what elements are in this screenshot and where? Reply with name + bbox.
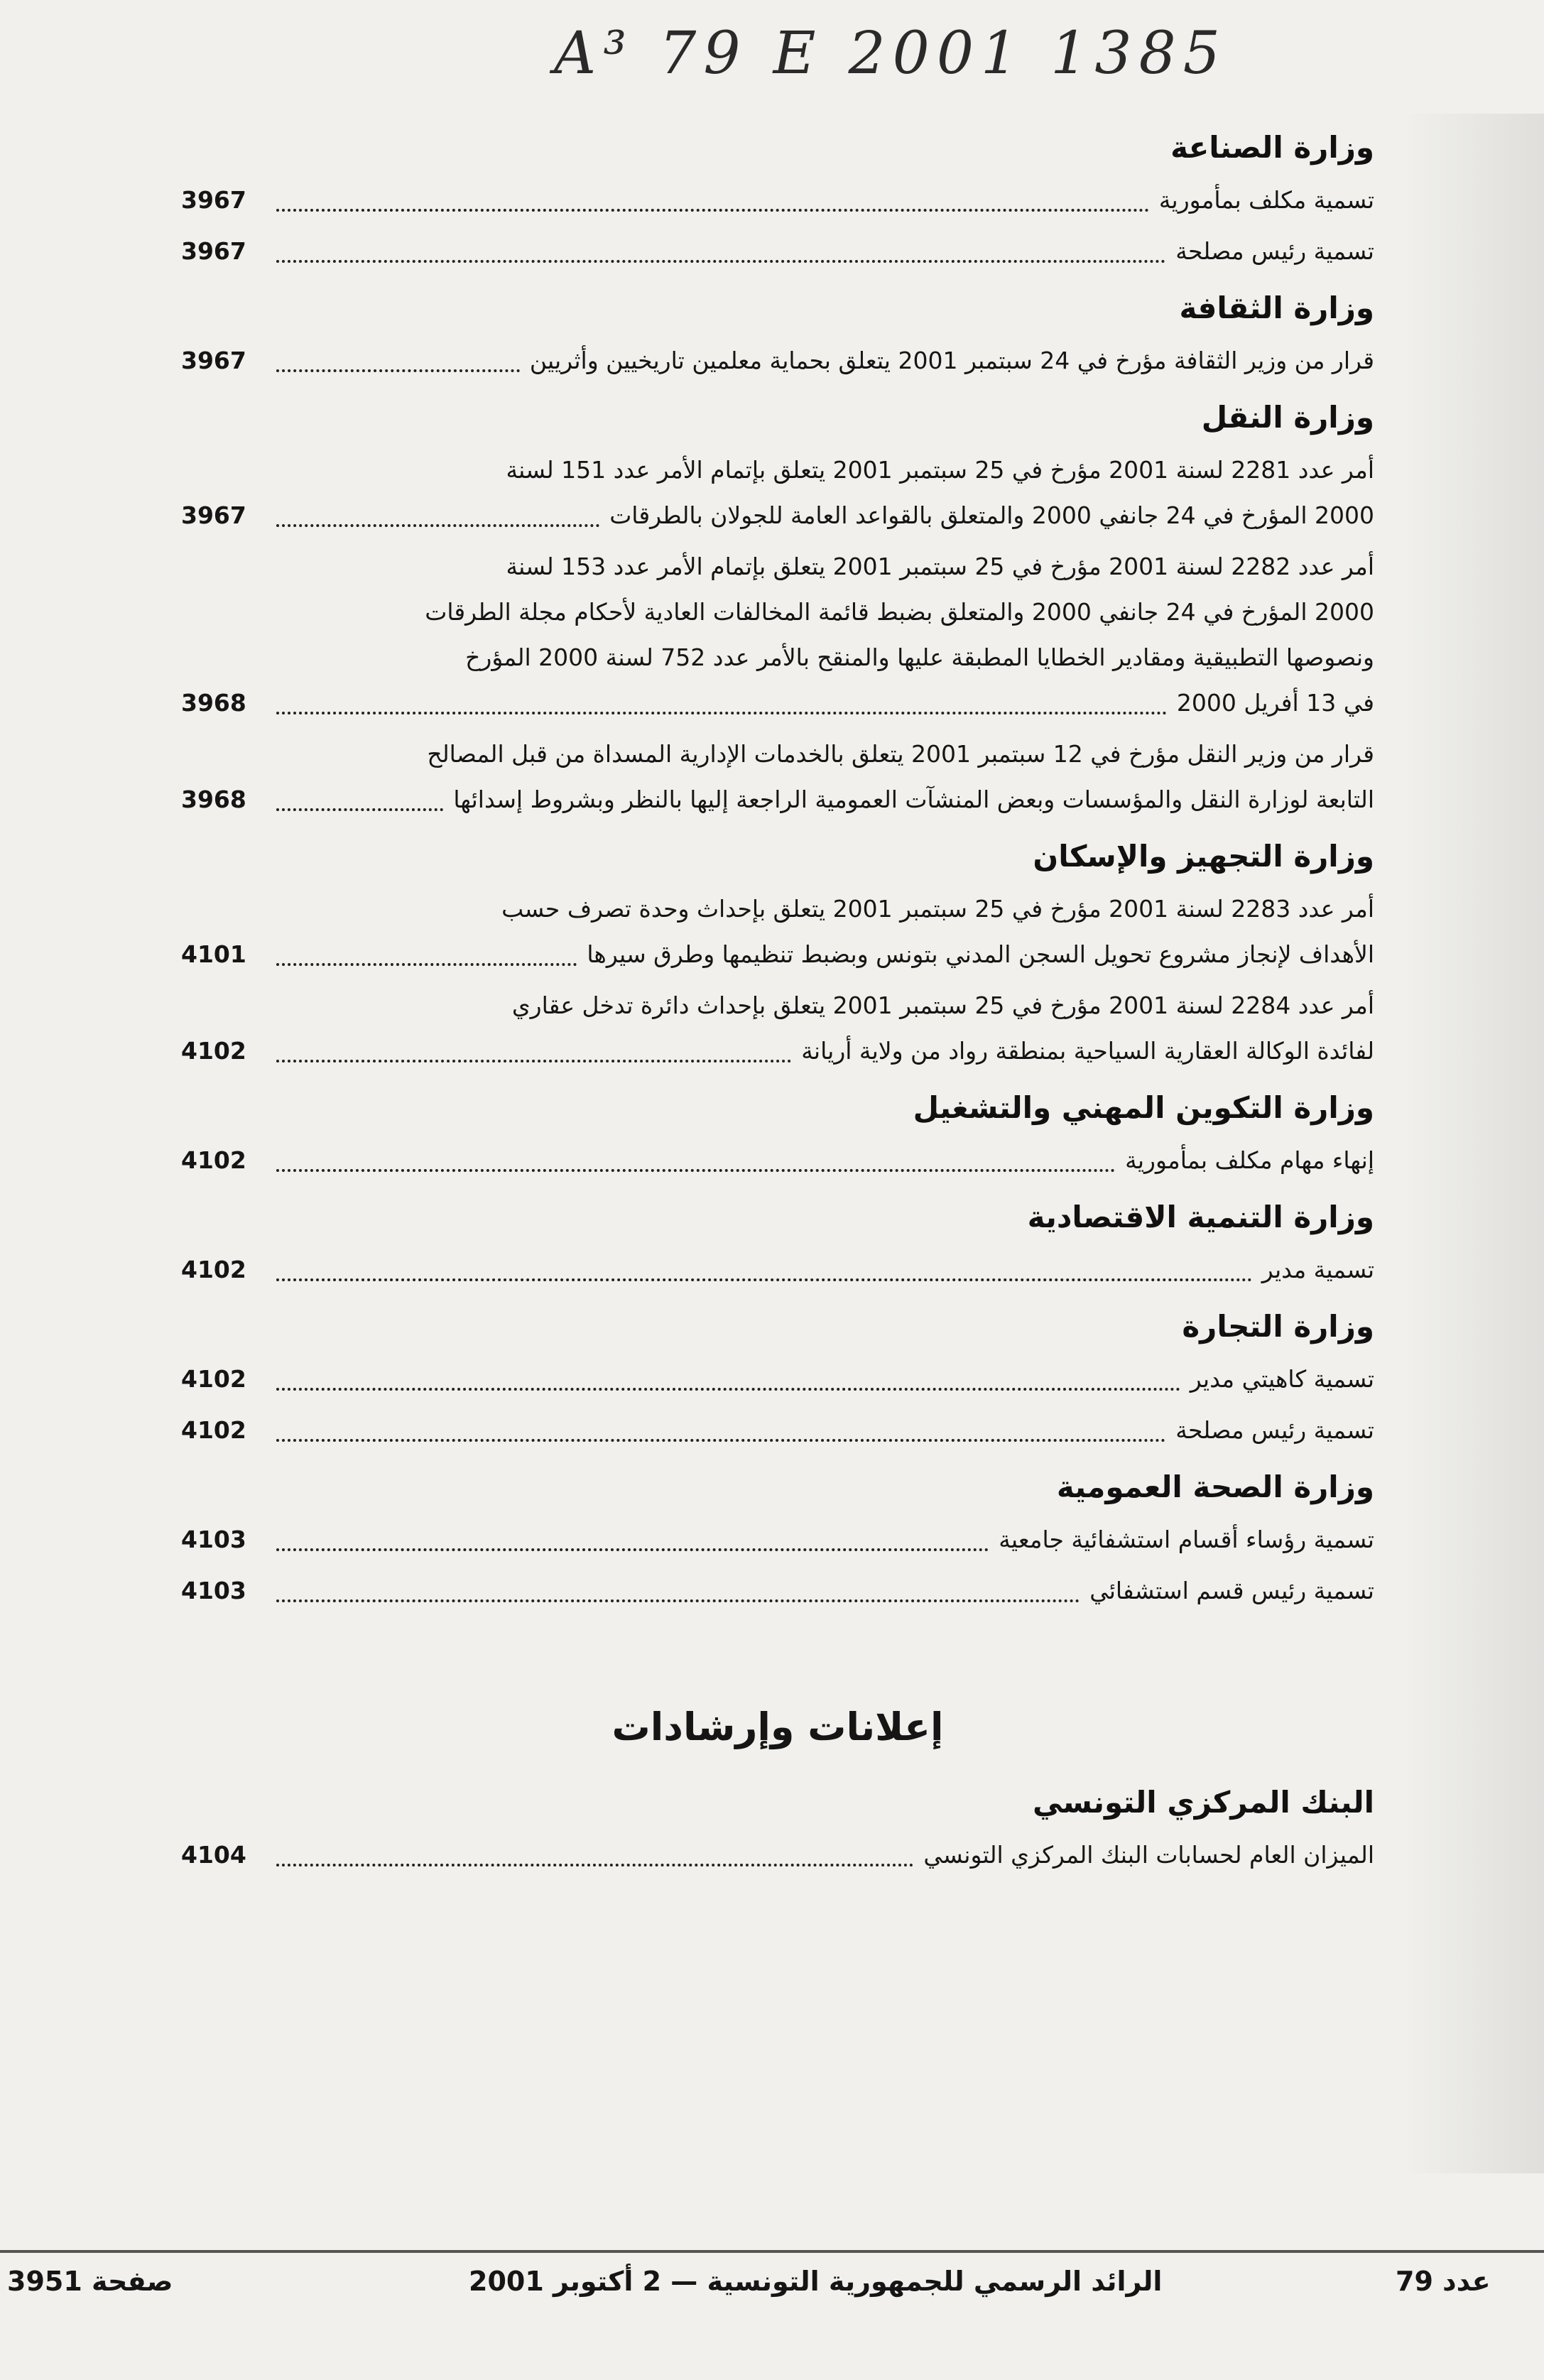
toc-entry-line-text: 2000 المؤرخ في 24 جانفي 2000 والمتعلق بالقواعد العامة للجولان بالطرقات (609, 501, 1374, 529)
toc-page-number: 4104 (181, 1841, 246, 1869)
toc-entry-line-text: تسمية مدير (1261, 1256, 1374, 1283)
toc-entry-line (266, 1247, 1374, 1293)
toc-entry-line-text: تسمية رئيس قسم استشفائي (1089, 1577, 1374, 1604)
dot-leader (276, 369, 520, 372)
toc-entry-line-text: قرار من وزير الثقافة مؤرخ في 24 سبتمبر 2001 يتعلق بحماية معلمين تاريخيين وأثريين (529, 347, 1374, 374)
dot-leader (276, 1548, 989, 1551)
toc-entry-line-text: تسمية رئيس مصلحة (1175, 1416, 1374, 1444)
ministry-heading: وزارة الثقافة (1179, 290, 1374, 325)
toc-entry-line (266, 1568, 1374, 1614)
toc-entry-line-text: قرار من وزير النقل مؤرخ في 12 سبتمبر 2001 يتعلق بالخدمات الإدارية المسداة من قبل المصالح (427, 740, 1374, 768)
dot-leader (276, 1439, 1165, 1442)
toc-entry-text (266, 1247, 1374, 1293)
toc-entry (181, 1408, 1374, 1453)
toc-entry-line-text: أمر عدد 2283 لسنة 2001 مؤرخ في 25 سبتمبر 2001 يتعلق بإحداث وحدة تصرف حسب (501, 895, 1374, 923)
toc-page-number: 4102 (181, 1256, 246, 1283)
toc-page-number: 3967 (181, 347, 246, 374)
toc-page-number: 4102 (181, 1037, 246, 1065)
toc-entry (181, 447, 1374, 538)
toc-page-number: 4102 (181, 1365, 246, 1393)
toc-entry-line-text: أمر عدد 2282 لسنة 2001 مؤرخ في 25 سبتمبر 2001 يتعلق بإتمام الأمر عدد 153 لسنة (506, 553, 1374, 580)
toc-entry-line (266, 229, 1374, 274)
toc-entry-text (266, 983, 1374, 1074)
toc-page-number: 3967 (181, 186, 246, 214)
dot-leader (276, 1169, 1115, 1172)
toc-entry-line (266, 635, 1374, 680)
toc-entry (181, 338, 1374, 384)
toc-entry-line (266, 1028, 1374, 1074)
toc-entry (181, 1832, 1374, 1878)
toc-entry-line-text: تسمية رؤساء أقسام استشفائية جامعية (999, 1526, 1374, 1553)
ministry-heading: وزارة الصناعة (1170, 130, 1374, 165)
announcements-title: إعلانات وإرشادات (611, 1705, 944, 1749)
toc-entry-line (266, 544, 1374, 589)
dot-leader (276, 524, 599, 527)
toc-entry-line (266, 680, 1374, 726)
toc-entry (181, 178, 1374, 223)
page-footer (0, 2266, 1544, 2322)
toc-entry-line-text: التابعة لوزارة النقل والمؤسسات وبعض المنشآت العمومية الراجعة إليها بالنظر وبشروط إسدائها (453, 786, 1374, 813)
toc-entry-text (266, 1832, 1374, 1878)
toc-entry-text (266, 178, 1374, 223)
toc-entry (181, 1517, 1374, 1563)
toc-entry (181, 732, 1374, 822)
toc-entry-line (266, 732, 1374, 777)
toc-entry-line-text: تسمية مكلف بمأمورية (1158, 186, 1374, 214)
toc-page-number: 3967 (181, 237, 246, 265)
toc-entry (181, 1247, 1374, 1293)
toc-entry-text (266, 732, 1374, 822)
toc-page-number: 4103 (181, 1526, 246, 1553)
ministry-heading: وزارة الصحة العمومية (1056, 1469, 1374, 1504)
ministry-heading: وزارة التنمية الاقتصادية (1027, 1200, 1374, 1234)
toc-entry-line-text: أمر عدد 2281 لسنة 2001 مؤرخ في 25 سبتمبر 2001 يتعلق بإتمام الأمر عدد 151 لسنة (506, 456, 1374, 484)
dot-leader (276, 1278, 1252, 1281)
toc-page-number: 4103 (181, 1577, 246, 1604)
dot-leader (276, 1864, 913, 1866)
toc-entry-line-text: لفائدة الوكالة العقارية السياحية بمنطقة رواد من ولاية أريانة (801, 1037, 1374, 1065)
ministry-heading: وزارة التجهيز والإسكان (1033, 839, 1374, 874)
toc-page-number: 4101 (181, 940, 246, 968)
toc-page-number: 4102 (181, 1146, 246, 1174)
ministry-heading: وزارة النقل (1201, 400, 1374, 435)
toc-entry-text (266, 338, 1374, 384)
toc-entry-line-text: الأهداف لإنجاز مشروع تحويل السجن المدني بتونس وبضبط تنظيمها وطرق سيرها (587, 940, 1374, 968)
dot-leader (276, 712, 1167, 714)
toc-entry-line (266, 1408, 1374, 1453)
ministry-heading: وزارة التكوين المهني والتشغيل (913, 1090, 1374, 1125)
toc-entry-line (266, 493, 1374, 538)
toc-entry-line (266, 777, 1374, 822)
footer-divider (0, 2250, 1544, 2253)
toc-entry-line-text: الميزان العام لحسابات البنك المركزي التونسي (923, 1841, 1374, 1869)
toc-entry (181, 229, 1374, 274)
toc-entry-line (266, 1138, 1374, 1183)
toc-entry-text (266, 447, 1374, 538)
dot-leader (276, 1060, 791, 1063)
footer-publication: الرائد الرسمي للجمهورية التونسية — 2 أكتوبر 2001 (469, 2266, 1163, 2297)
footer-page-number: صفحة 3951 (7, 2266, 173, 2297)
toc-entry-line (266, 338, 1374, 384)
toc-entry-text (266, 1568, 1374, 1614)
toc-entry-line-text: تسمية رئيس مصلحة (1175, 237, 1374, 265)
ministry-heading: البنك المركزي التونسي (1033, 1785, 1374, 1820)
toc-entry-line (266, 447, 1374, 493)
toc-entry-line (266, 1832, 1374, 1878)
toc-entry-text (266, 1408, 1374, 1453)
toc-entry-line (266, 178, 1374, 223)
toc-entry (181, 886, 1374, 977)
toc-page-number: 3968 (181, 689, 246, 717)
page-shadow (1402, 114, 1544, 2173)
toc-entry-line-text: 2000 المؤرخ في 24 جانفي 2000 والمتعلق بضبط قائمة المخالفات العادية لأحكام مجلة الطرقات (425, 598, 1374, 626)
dot-leader (276, 963, 577, 966)
toc-entry-text (266, 544, 1374, 726)
toc-entry-line-text: تسمية كاهيتي مدير (1190, 1365, 1374, 1393)
toc-entry (181, 1138, 1374, 1183)
dot-leader (276, 1388, 1180, 1391)
toc-entry-line (266, 589, 1374, 635)
toc-entry-text (266, 1357, 1374, 1402)
table-of-contents (181, 114, 1374, 1884)
toc-entry-text (266, 1138, 1374, 1183)
toc-entry-text (266, 1517, 1374, 1563)
footer-issue-number: عدد 79 (1396, 2266, 1491, 2297)
toc-entry (181, 1357, 1374, 1402)
toc-entry-line (266, 886, 1374, 932)
dot-leader (276, 260, 1165, 263)
toc-entry-line-text: أمر عدد 2284 لسنة 2001 مؤرخ في 25 سبتمبر 2001 يتعلق بإحداث دائرة تدخل عقاري (511, 991, 1374, 1019)
toc-entry (181, 544, 1374, 726)
toc-entry (181, 983, 1374, 1074)
toc-entry-line (266, 983, 1374, 1028)
ministry-heading: وزارة التجارة (1182, 1309, 1374, 1344)
toc-entry (181, 1568, 1374, 1614)
toc-entry-line (266, 932, 1374, 977)
handwritten-annotation: A³ 79 E 2001 1385 (554, 20, 1227, 87)
dot-leader (276, 1599, 1080, 1602)
toc-page-number: 3967 (181, 501, 246, 529)
toc-page-number: 3968 (181, 786, 246, 813)
toc-entry-line-text: في 13 أفريل 2000 (1176, 689, 1374, 717)
toc-entry-line-text: ونصوصها التطبيقية ومقادير الخطايا المطبقة عليها والمنقح بالأمر عدد 752 لسنة 2000 المؤرخ (465, 643, 1374, 671)
toc-entry-line-text: إنهاء مهام مكلف بمأمورية (1125, 1146, 1374, 1174)
dot-leader (276, 209, 1149, 212)
toc-entry-text (266, 886, 1374, 977)
toc-page-number: 4102 (181, 1416, 246, 1444)
toc-entry-line (266, 1357, 1374, 1402)
toc-entry-text (266, 229, 1374, 274)
toc-entry-line (266, 1517, 1374, 1563)
dot-leader (276, 808, 443, 811)
